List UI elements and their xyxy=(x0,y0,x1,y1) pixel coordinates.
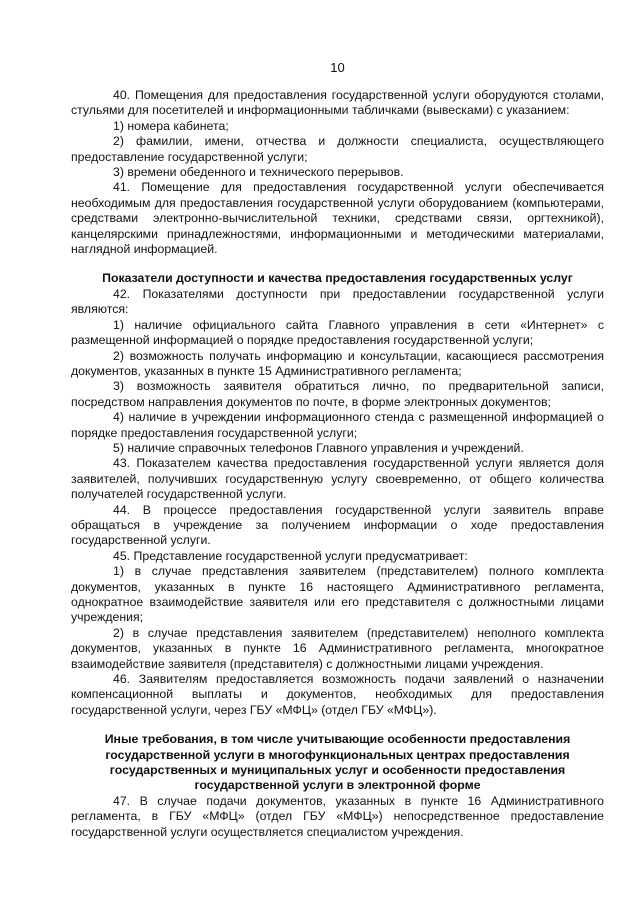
paragraph: 40. Помещения для предоставления государственной услуги оборудуются столами, стульями для посетителей и информационными табличками (вывесками) с указанием: xyxy=(71,88,604,118)
page-number: 10 xyxy=(330,60,345,75)
paragraph: 4) наличие в учреждении информационного стенда с размещенной информацией о порядке предоставления государственной услуги; xyxy=(71,410,604,440)
paragraph: 43. Показателем качества предоставления государственной услуги является доля заявителей, получивших государственную услугу своевременно, от общего количества получателей государственной услуги. xyxy=(71,456,604,502)
paragraph: 5) наличие справочных телефонов Главного управления и учреждений. xyxy=(113,440,524,455)
paragraph: 1) наличие официального сайта Главного управления в сети «Интернет» с размещенной информацией о порядке предоставления государственной услуги; xyxy=(71,317,604,348)
paragraph: 44. В процессе предоставления государственной услуги заявитель вправе обращаться в учреждение за получением информации о ходе предоставления государственной услуги. xyxy=(71,502,604,548)
paragraph: 41. Помещение для предоставления государственной услуги обеспечивается необходимым для предоставления государственной услуги оборудованием (компьютерами, средствами электронно-вычислительной техники, средствами связи, оргтехникой), канцелярскими принадлежностями, информационными и методическими материалами, наглядной информацией. xyxy=(71,180,604,257)
paragraph: 2) фамилии, имени, отчества и должности специалиста, осуществляющего предоставление государственной услуги; xyxy=(71,134,604,164)
paragraph: 2) возможность получать информацию и консультации, касающиеся рассмотрения документов, указанных в пункте 15 Административного регламента; xyxy=(71,348,604,378)
paragraph: 3) времени обеденного и технического перерывов. xyxy=(113,165,404,180)
paragraph: 3) возможность заявителя обратиться лично, по предварительной записи, посредством направления документов по почте, в форме электронных документов; xyxy=(71,379,604,409)
section-heading: Показатели доступности и качества предоставления государственных услуг xyxy=(102,271,573,286)
section-gap xyxy=(71,257,604,271)
paragraph: 2) в случае представления заявителем (представителем) неполного комплекта документов, указанных в пункте 16 Административного регламента, многократное взаимодействие заявителя (представителя) с должностными лицами учреждения. xyxy=(71,625,604,671)
section-gap xyxy=(71,718,604,732)
paragraph: 45. Представление государственной услуги предусматривает: xyxy=(113,548,468,563)
paragraph: 42. Показателями доступности при предоставлении государственной услуги являются: xyxy=(71,286,604,317)
document-body xyxy=(71,88,604,840)
paragraph: 1) номера кабинета; xyxy=(113,118,229,133)
paragraph: 47. В случае подачи документов, указанных в пункте 16 Административного регламента, в ГБУ «МФЦ» (отдел ГБУ «МФЦ») непосредственное предоставление государственной услуги осуществляется специалистом учреждения. xyxy=(71,793,604,839)
section-heading: Иные требования, в том числе учитывающие особенности предоставления государственной услуги в многофункциональных центрах предоставления государственных и муниципальных услуг и особенности предоставления государственной услуги в электронной форме xyxy=(104,732,571,793)
paragraph: 1) в случае представления заявителем (представителем) полного комплекта документов, указанных в пункте 16 настоящего Административного регламента, однократное взаимодействие заявителя или его представителя с должностными лицами учреждения; xyxy=(71,564,604,625)
paragraph: 46. Заявителям предоставляется возможность подачи заявлений о назначении компенсационной выплаты и документов, необходимых для предоставления государственной услуги, через ГБУ «МФЦ» (отдел ГБУ «МФЦ»). xyxy=(71,672,604,717)
